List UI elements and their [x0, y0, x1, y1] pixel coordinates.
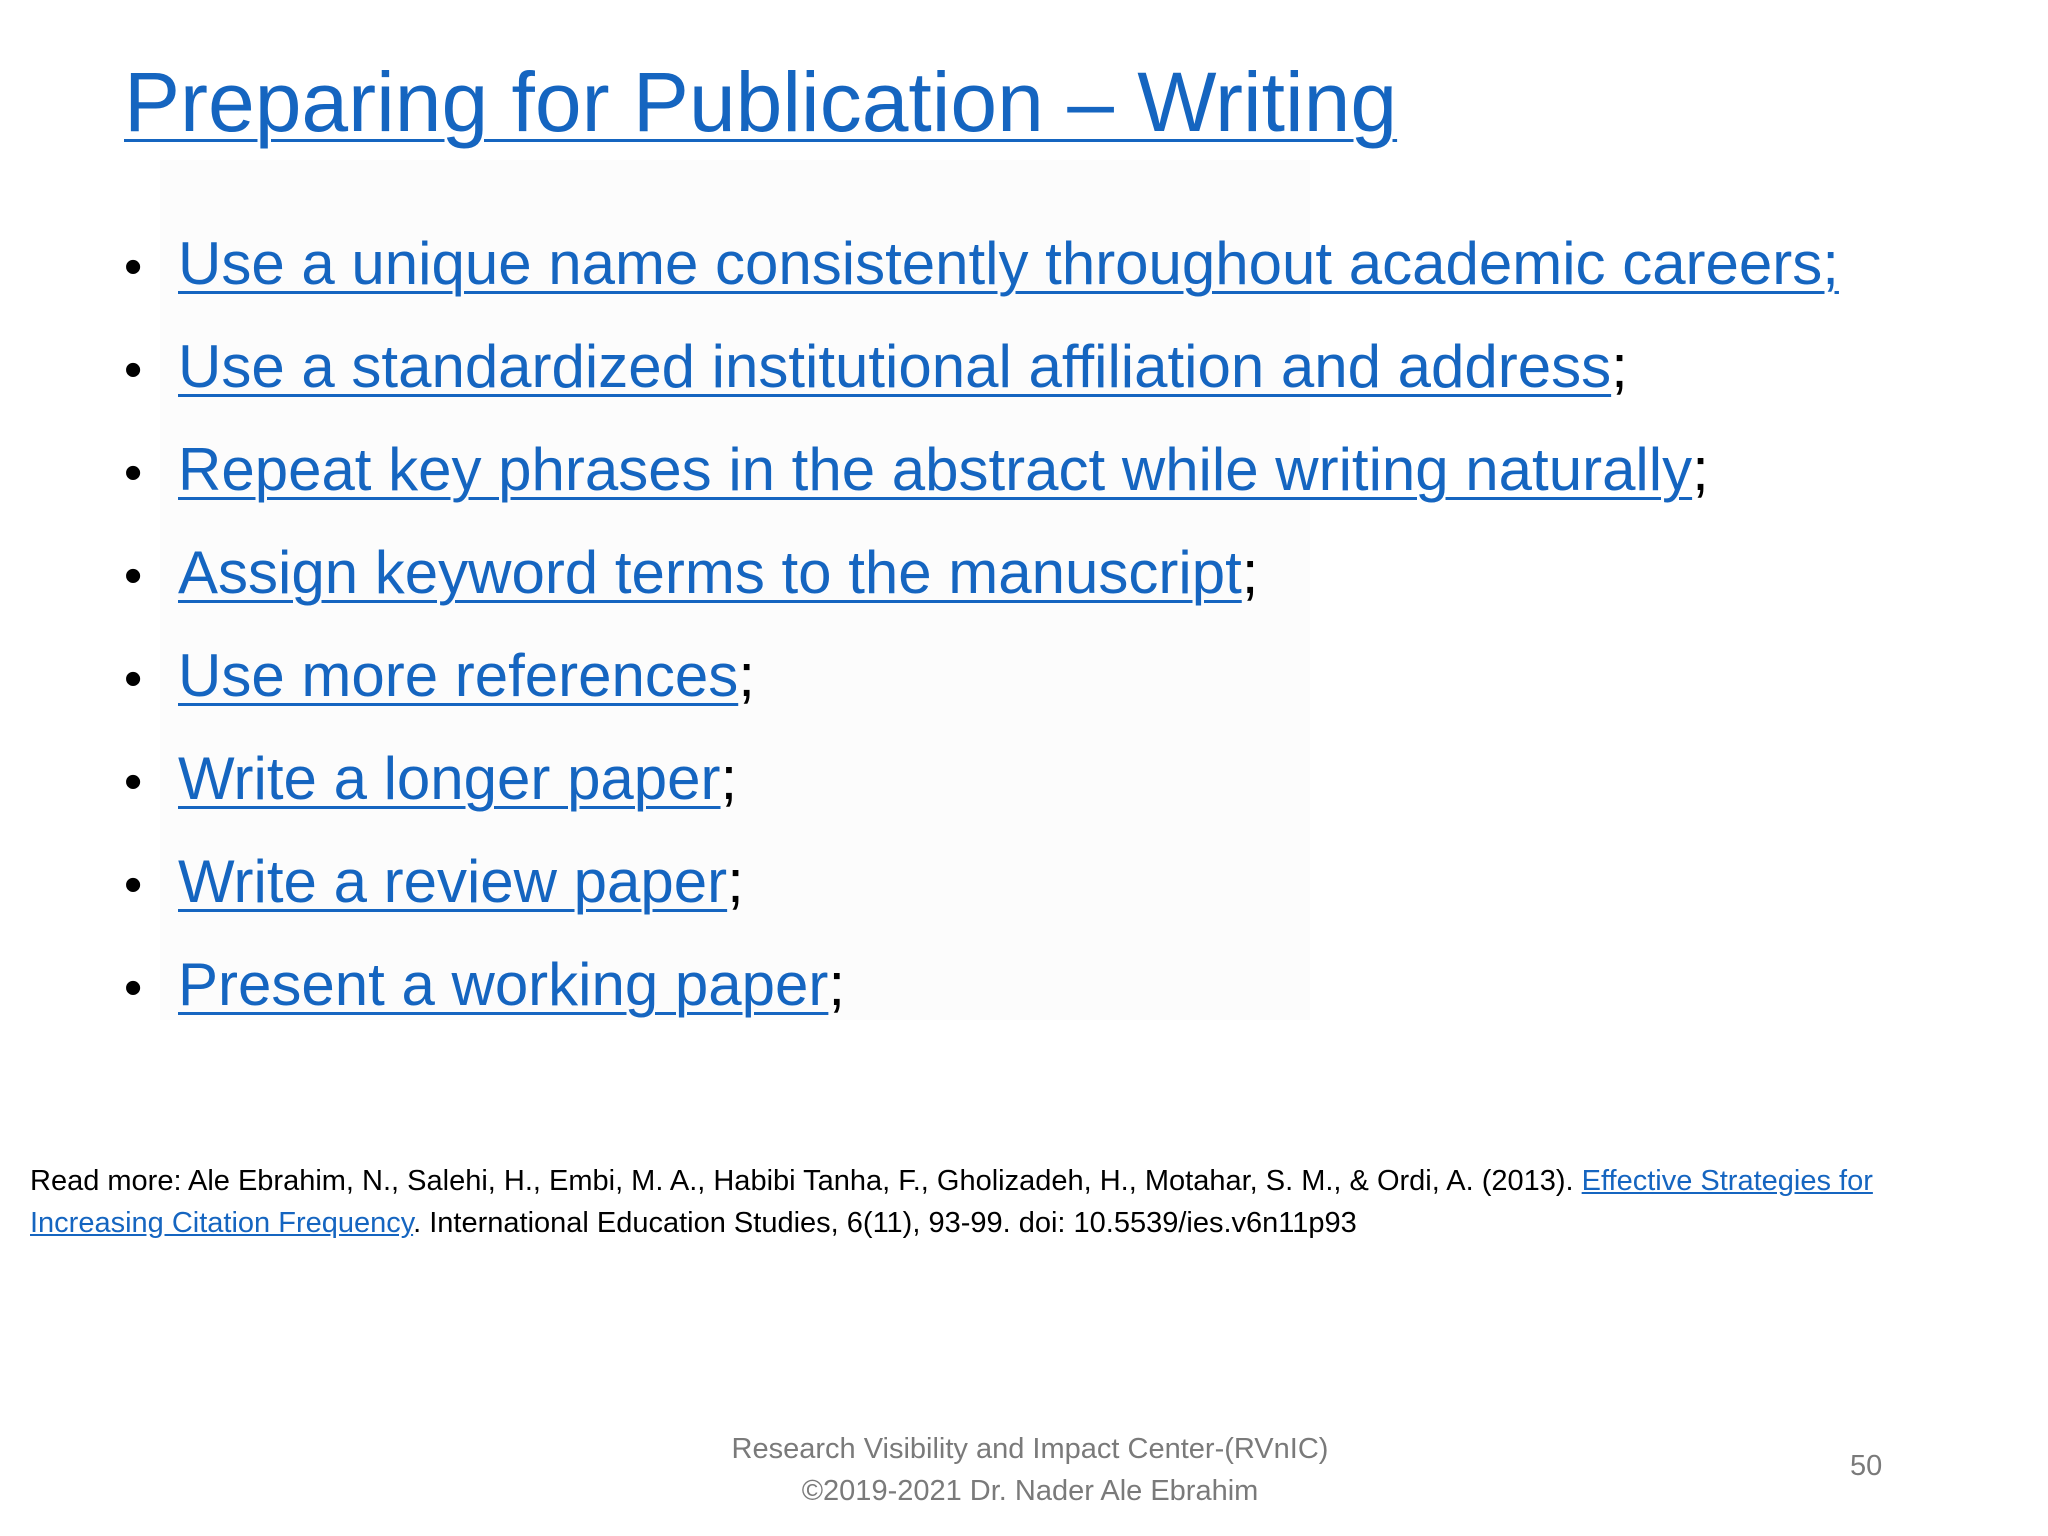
reference-prefix: Read more: Ale Ebrahim, N., Salehi, H., Embi, M. A., Habibi Tanha, F., Gholizadeh, H., Motahar, S. M., & Ordi, A. (2013). — [30, 1165, 1582, 1197]
reference-citation — [30, 1160, 1930, 1244]
bullet-link[interactable]: Use a standardized institutional affiliation and address — [178, 333, 1612, 400]
bullet-list — [124, 212, 1839, 1036]
bullet-dot: • — [124, 547, 143, 605]
bullet-item — [124, 624, 1839, 727]
bullet-item — [124, 830, 1839, 933]
slide-footer — [600, 1428, 1460, 1512]
bullet-link[interactable]: Present a working paper — [178, 951, 829, 1018]
bullet-link[interactable]: Write a longer paper — [178, 745, 721, 812]
bullet-item — [124, 521, 1839, 624]
bullet-semicolon: ; — [1241, 539, 1259, 606]
bullet-dot: • — [124, 444, 143, 502]
bullet-dot: • — [124, 959, 143, 1017]
bullet-semicolon: ; — [1692, 436, 1709, 503]
bullet-semicolon: ; — [738, 642, 755, 709]
bullet-link[interactable]: Repeat key phrases in the abstract while writing naturally — [178, 436, 1693, 503]
bullet-dot: • — [124, 753, 143, 811]
bullet-item — [124, 418, 1839, 521]
bullet-item — [124, 212, 1839, 315]
page-number: 50 — [1850, 1450, 1883, 1482]
bullet-semicolon: ; — [727, 848, 744, 915]
bullet-semicolon: ; — [828, 951, 846, 1018]
bullet-item — [124, 727, 1839, 830]
slide-title-link[interactable]: Preparing for Publication – Writing — [124, 55, 1398, 149]
reference-suffix: . International Education Studies, 6(11), 93-99. doi: 10.5539/ies.v6n11p93 — [413, 1207, 1357, 1239]
footer-copyright: ©2019-2021 Dr. Nader Ale Ebrahim — [801, 1475, 1259, 1507]
bullet-link[interactable]: Write a review paper — [178, 848, 728, 915]
bullet-link[interactable]: Use more references — [178, 642, 739, 709]
bullet-dot: • — [124, 650, 143, 708]
bullet-dot: • — [124, 341, 143, 399]
bullet-semicolon: ; — [1611, 333, 1628, 400]
bullet-semicolon: ; — [720, 745, 738, 812]
bullet-link[interactable]: Assign keyword terms to the manuscript — [178, 539, 1242, 606]
reference-article-link[interactable]: Effective Strategies for Increasing Citation Frequency — [30, 1165, 1873, 1239]
bullet-link[interactable]: Use a unique name consistently throughout academic careers; — [178, 230, 1839, 297]
bullet-dot: • — [124, 856, 143, 914]
slide-title — [124, 42, 1397, 162]
bullet-dot: • — [124, 238, 143, 296]
bullet-item — [124, 933, 1839, 1036]
bullet-item — [124, 315, 1839, 418]
footer-organization: Research Visibility and Impact Center-(RVnIC) — [731, 1433, 1329, 1465]
